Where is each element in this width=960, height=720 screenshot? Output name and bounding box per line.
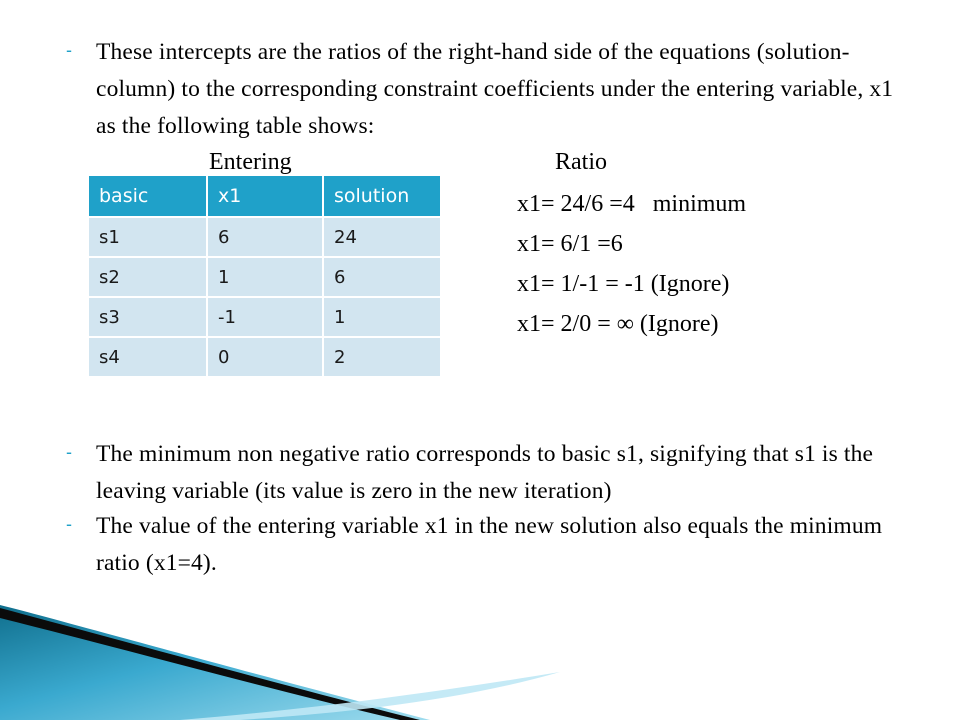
entering-heading: Entering xyxy=(209,149,292,175)
column-header-x1: x1 xyxy=(207,175,323,217)
table-row xyxy=(88,337,441,377)
table-cell: 1 xyxy=(207,257,323,297)
ratio-table xyxy=(87,174,442,378)
table-cell: 1 xyxy=(323,297,441,337)
table-row xyxy=(88,257,441,297)
table-cell: 24 xyxy=(323,217,441,257)
ratio-line: x1= 24/6 =4 minimum xyxy=(517,191,747,217)
table-cell: s4 xyxy=(88,337,207,377)
table-cell: 6 xyxy=(207,217,323,257)
table-cell: s3 xyxy=(88,297,207,337)
column-header-basic: basic xyxy=(88,175,207,217)
table-cell: 0 xyxy=(207,337,323,377)
intercepts-paragraph: These intercepts are the ratios of the right-hand side of the equations (solution-column) to the corresponding constraint coefficients under the entering variable, x1 as the following table shows: xyxy=(96,39,894,139)
table-cell: -1 xyxy=(207,297,323,337)
corner-swoosh-decoration xyxy=(0,600,960,720)
ratio-heading: Ratio xyxy=(555,149,607,175)
bullet-marker: - xyxy=(66,40,72,60)
table-cell: 6 xyxy=(323,257,441,297)
table-row xyxy=(88,217,441,257)
table-cell: s1 xyxy=(88,217,207,257)
table-cell: 2 xyxy=(323,337,441,377)
table-row xyxy=(88,297,441,337)
ratio-line: x1= 6/1 =6 xyxy=(517,231,623,257)
entering-value-paragraph: The value of the entering variable x1 in the new solution also equals the minimum ratio (x1=4). xyxy=(96,513,883,576)
minimum-ratio-paragraph: The minimum non negative ratio corresponds to basic s1, signifying that s1 is the leaving variable (its value is zero in the new iteration) xyxy=(96,441,874,504)
ratio-line: x1= 2/0 = ∞ (Ignore) xyxy=(517,311,719,337)
ratio-line: x1= 1/-1 = -1 (Ignore) xyxy=(517,271,730,297)
column-header-solution: solution xyxy=(323,175,441,217)
table-header-row xyxy=(88,175,441,217)
bullet-marker: - xyxy=(66,514,72,534)
bullet-marker: - xyxy=(66,442,72,462)
table-cell: s2 xyxy=(88,257,207,297)
